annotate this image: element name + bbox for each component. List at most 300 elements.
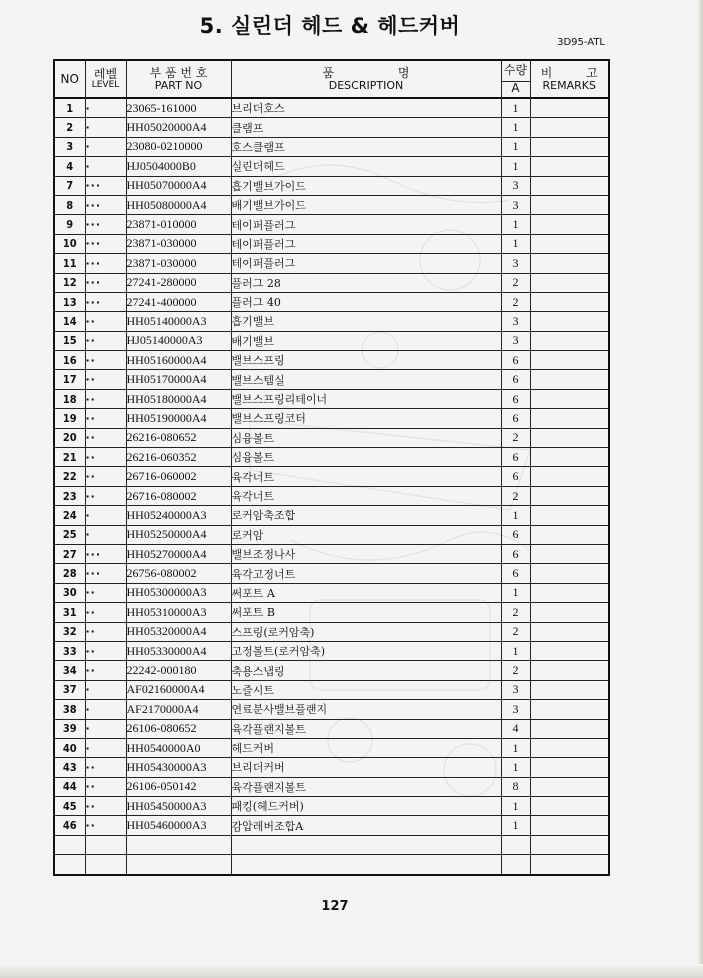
description-cell: 호스클램프 <box>231 137 501 156</box>
empty-cell <box>85 835 126 854</box>
parts-table-body <box>54 98 609 875</box>
level-cell: ·· <box>85 661 126 680</box>
header-level-ko: 레벨 <box>93 66 118 81</box>
part-number-cell: HJ05140000A3 <box>126 331 231 350</box>
part-number-cell: 23871-030000 <box>126 234 231 253</box>
description-cell: 연료분사밸브플랜지 <box>231 700 501 719</box>
part-number-cell: HH05430000A3 <box>126 758 231 777</box>
part-number-index: 38 <box>54 700 85 719</box>
level-cell: ··· <box>85 273 126 292</box>
level-cell: ··· <box>85 564 126 583</box>
part-number-cell: HH05140000A3 <box>126 312 231 331</box>
part-number-cell: HH05240000A3 <box>126 506 231 525</box>
header-no: NO <box>54 60 85 98</box>
header-part-en: PART NO <box>154 78 203 92</box>
table-row <box>54 661 609 680</box>
level-cell: · <box>85 738 126 757</box>
quantity-cell: 1 <box>501 816 530 835</box>
part-number-cell: HH05020000A4 <box>126 118 231 137</box>
level-cell: ··· <box>85 234 126 253</box>
quantity-cell: 2 <box>501 661 530 680</box>
table-row <box>54 622 609 641</box>
table-row <box>54 700 609 719</box>
level-cell: · <box>85 506 126 525</box>
description-cell: 패킹(헤드커버) <box>231 797 501 816</box>
level-cell: · <box>85 700 126 719</box>
table-row <box>54 312 609 331</box>
part-number-cell: 23871-030000 <box>126 254 231 273</box>
description-cell: 밸브스템실 <box>231 370 501 389</box>
empty-cell <box>85 855 126 875</box>
level-cell: ·· <box>85 797 126 816</box>
quantity-cell: 6 <box>501 409 530 428</box>
table-row <box>54 467 609 486</box>
remarks-cell <box>530 486 609 505</box>
part-number-cell: 22242-000180 <box>126 661 231 680</box>
part-number-cell: 23065-161000 <box>126 98 231 118</box>
table-row <box>54 564 609 583</box>
description-cell: 노즐시트 <box>231 680 501 699</box>
remarks-cell <box>530 409 609 428</box>
table-row <box>54 719 609 738</box>
description-cell: 헤드커버 <box>231 738 501 757</box>
part-number-cell: 26716-080002 <box>126 486 231 505</box>
table-row <box>54 583 609 602</box>
table-row <box>54 234 609 253</box>
part-number-index: 14 <box>54 312 85 331</box>
level-cell: ··· <box>85 254 126 273</box>
remarks-cell <box>530 544 609 563</box>
header-level <box>85 60 126 98</box>
table-row <box>54 176 609 195</box>
remarks-cell <box>530 157 609 176</box>
part-number-cell: 26106-050142 <box>126 777 231 796</box>
part-number-cell: 26756-080002 <box>126 564 231 583</box>
quantity-cell: 6 <box>501 544 530 563</box>
part-number-index: 2 <box>54 118 85 137</box>
part-number-cell: 23871-010000 <box>126 215 231 234</box>
remarks-cell <box>530 428 609 447</box>
part-number-index: 22 <box>54 467 85 486</box>
table-row <box>54 137 609 156</box>
header-qty <box>501 60 530 98</box>
part-number-cell: HH05270000A4 <box>126 544 231 563</box>
quantity-cell: 1 <box>501 758 530 777</box>
level-cell: · <box>85 137 126 156</box>
description-cell: 심융볼트 <box>231 428 501 447</box>
level-cell: · <box>85 680 126 699</box>
quantity-cell: 3 <box>501 680 530 699</box>
table-row <box>54 351 609 370</box>
part-number-index: 18 <box>54 389 85 408</box>
description-cell: 감압레버조합A <box>231 816 501 835</box>
part-number-cell: HH05170000A4 <box>126 370 231 389</box>
level-cell: ··· <box>85 544 126 563</box>
description-cell: 로커암 <box>231 525 501 544</box>
remarks-cell <box>530 195 609 214</box>
description-cell: 플러그 40 <box>231 292 501 311</box>
part-number-cell: HH05180000A4 <box>126 389 231 408</box>
table-row <box>54 525 609 544</box>
header-level-en: LEVEL <box>91 79 120 90</box>
remarks-cell <box>530 564 609 583</box>
part-number-index: 28 <box>54 564 85 583</box>
table-row <box>54 641 609 660</box>
level-cell: ·· <box>85 758 126 777</box>
description-cell: 테이퍼플러그 <box>231 234 501 253</box>
table-row <box>54 603 609 622</box>
remarks-cell <box>530 700 609 719</box>
quantity-cell: 3 <box>501 700 530 719</box>
part-number-cell: 26716-060002 <box>126 467 231 486</box>
empty-cell <box>530 855 609 875</box>
level-cell: · <box>85 98 126 118</box>
remarks-cell <box>530 351 609 370</box>
quantity-cell: 1 <box>501 137 530 156</box>
header-desc-ko: 품 명 <box>322 65 410 80</box>
remarks-cell <box>530 370 609 389</box>
part-number-cell: 23080-0210000 <box>126 137 231 156</box>
part-number-cell: HH05310000A3 <box>126 603 231 622</box>
empty-cell <box>501 835 530 854</box>
level-cell: ··· <box>85 215 126 234</box>
quantity-cell: 1 <box>501 157 530 176</box>
level-cell: ·· <box>85 312 126 331</box>
part-number-index: 21 <box>54 448 85 467</box>
table-row <box>54 195 609 214</box>
description-cell: 브리더호스 <box>231 98 501 118</box>
page-title: 5. 실린더 헤드 & 헤드커버 <box>199 14 461 38</box>
table-row <box>54 738 609 757</box>
table-row <box>54 331 609 350</box>
description-cell: 실린더헤드 <box>231 157 501 176</box>
remarks-cell <box>530 603 609 622</box>
remarks-cell <box>530 448 609 467</box>
part-number-cell: HH05190000A4 <box>126 409 231 428</box>
level-cell: · <box>85 719 126 738</box>
part-number-index: 46 <box>54 816 85 835</box>
part-number-cell: AF2170000A4 <box>126 700 231 719</box>
level-cell: ·· <box>85 331 126 350</box>
remarks-cell <box>530 816 609 835</box>
part-number-cell: 27241-280000 <box>126 273 231 292</box>
table-row <box>54 157 609 176</box>
part-number-index: 24 <box>54 506 85 525</box>
part-number-cell: 26216-060352 <box>126 448 231 467</box>
remarks-cell <box>530 389 609 408</box>
quantity-cell: 6 <box>501 448 530 467</box>
remarks-cell <box>530 506 609 525</box>
quantity-cell: 1 <box>501 118 530 137</box>
level-cell: · <box>85 118 126 137</box>
table-row <box>54 215 609 234</box>
part-number-index: 37 <box>54 680 85 699</box>
part-number-index: 4 <box>54 157 85 176</box>
part-number-cell: HH05300000A3 <box>126 583 231 602</box>
remarks-cell <box>530 583 609 602</box>
empty-row <box>54 855 609 875</box>
part-number-cell: HH0540000A0 <box>126 738 231 757</box>
level-cell: · <box>85 525 126 544</box>
quantity-cell: 2 <box>501 428 530 447</box>
part-number-index: 15 <box>54 331 85 350</box>
quantity-cell: 4 <box>501 719 530 738</box>
part-number-index: 34 <box>54 661 85 680</box>
table-row <box>54 816 609 835</box>
table-row <box>54 118 609 137</box>
description-cell: 축용스냅링 <box>231 661 501 680</box>
quantity-cell: 1 <box>501 583 530 602</box>
part-number-index: 25 <box>54 525 85 544</box>
header-remarks <box>530 60 609 98</box>
part-number-index: 32 <box>54 622 85 641</box>
empty-cell <box>126 855 231 875</box>
level-cell: ·· <box>85 351 126 370</box>
part-number-cell: HH05320000A4 <box>126 622 231 641</box>
table-row <box>54 370 609 389</box>
part-number-cell: HH05070000A4 <box>126 176 231 195</box>
empty-cell <box>530 835 609 854</box>
table-row <box>54 428 609 447</box>
part-number-index: 1 <box>54 98 85 118</box>
quantity-cell: 2 <box>501 273 530 292</box>
description-cell: 로커암축조합 <box>231 506 501 525</box>
empty-cell <box>126 835 231 854</box>
quantity-cell: 1 <box>501 506 530 525</box>
part-number-cell: 27241-400000 <box>126 292 231 311</box>
part-number-index: 23 <box>54 486 85 505</box>
table-row <box>54 758 609 777</box>
part-number-index: 3 <box>54 137 85 156</box>
remarks-cell <box>530 661 609 680</box>
part-number-index: 10 <box>54 234 85 253</box>
part-number-index: 7 <box>54 176 85 195</box>
quantity-cell: 8 <box>501 777 530 796</box>
table-row <box>54 680 609 699</box>
part-number-cell: HH05330000A4 <box>126 641 231 660</box>
remarks-cell <box>530 292 609 311</box>
part-number-index: 20 <box>54 428 85 447</box>
part-number-cell: HH05080000A4 <box>126 195 231 214</box>
description-cell: 스프링(로커암축) <box>231 622 501 641</box>
part-number-index: 33 <box>54 641 85 660</box>
level-cell: · <box>85 157 126 176</box>
level-cell: ·· <box>85 816 126 835</box>
quantity-cell: 2 <box>501 603 530 622</box>
remarks-cell <box>530 777 609 796</box>
quantity-cell: 6 <box>501 389 530 408</box>
description-cell: 육각플랜지볼트 <box>231 777 501 796</box>
level-cell: ·· <box>85 486 126 505</box>
level-cell: ·· <box>85 583 126 602</box>
remarks-cell <box>530 797 609 816</box>
description-cell: 배기밸브 <box>231 331 501 350</box>
table-row <box>54 486 609 505</box>
table-row <box>54 777 609 796</box>
part-number-index: 39 <box>54 719 85 738</box>
empty-cell <box>54 835 85 854</box>
quantity-cell: 3 <box>501 254 530 273</box>
remarks-cell <box>530 467 609 486</box>
part-number-index: 16 <box>54 351 85 370</box>
quantity-cell: 1 <box>501 641 530 660</box>
part-number-index: 8 <box>54 195 85 214</box>
part-number-cell: HH05160000A4 <box>126 351 231 370</box>
table-header-row <box>54 60 609 98</box>
level-cell: ·· <box>85 603 126 622</box>
empty-cell <box>54 855 85 875</box>
remarks-cell <box>530 234 609 253</box>
remarks-cell <box>530 98 609 118</box>
remarks-cell <box>530 525 609 544</box>
part-number-cell: 26216-080652 <box>126 428 231 447</box>
header-desc-en: DESCRIPTION <box>328 78 404 92</box>
level-cell: ·· <box>85 409 126 428</box>
part-number-index: 11 <box>54 254 85 273</box>
level-cell: ·· <box>85 641 126 660</box>
table-row <box>54 409 609 428</box>
description-cell: 플러그 28 <box>231 273 501 292</box>
header-part-ko: 부 품 번 호 <box>149 65 208 80</box>
remarks-cell <box>530 331 609 350</box>
part-number-index: 27 <box>54 544 85 563</box>
level-cell: ·· <box>85 777 126 796</box>
header-qty-ko: 수량 <box>502 64 530 82</box>
page-edge-shadow <box>697 0 703 978</box>
quantity-cell: 3 <box>501 176 530 195</box>
remarks-cell <box>530 719 609 738</box>
model-code: 3D95-ATL <box>557 37 605 48</box>
table-row <box>54 98 609 118</box>
part-number-index: 9 <box>54 215 85 234</box>
level-cell: ·· <box>85 448 126 467</box>
quantity-cell: 6 <box>501 564 530 583</box>
part-number-index: 44 <box>54 777 85 796</box>
part-number-cell: HJ0504000B0 <box>126 157 231 176</box>
description-cell: 테이퍼플러그 <box>231 215 501 234</box>
description-cell: 밸브스프링리테이너 <box>231 389 501 408</box>
remarks-cell <box>530 680 609 699</box>
table-row <box>54 448 609 467</box>
quantity-cell: 3 <box>501 331 530 350</box>
quantity-cell: 2 <box>501 292 530 311</box>
empty-row <box>54 835 609 854</box>
description-cell: 육각고정너트 <box>231 564 501 583</box>
description-cell: 테이퍼플러그 <box>231 254 501 273</box>
remarks-cell <box>530 758 609 777</box>
remarks-cell <box>530 254 609 273</box>
level-cell: ·· <box>85 622 126 641</box>
description-cell: 밸브스프링코터 <box>231 409 501 428</box>
table-row <box>54 506 609 525</box>
remarks-cell <box>530 738 609 757</box>
part-number-index: 13 <box>54 292 85 311</box>
level-cell: ··· <box>85 195 126 214</box>
parts-table <box>53 59 610 876</box>
description-cell: 밸브스프링 <box>231 351 501 370</box>
quantity-cell: 6 <box>501 351 530 370</box>
quantity-cell: 1 <box>501 215 530 234</box>
remarks-cell <box>530 215 609 234</box>
description-cell: 밸브조정나사 <box>231 544 501 563</box>
description-cell: 브리더커버 <box>231 758 501 777</box>
level-cell: ··· <box>85 176 126 195</box>
empty-cell <box>231 855 501 875</box>
quantity-cell: 1 <box>501 738 530 757</box>
description-cell: 써포트 A <box>231 583 501 602</box>
page-bottom-shadow <box>0 964 703 978</box>
remarks-cell <box>530 137 609 156</box>
description-cell: 흡기밸브가이드 <box>231 176 501 195</box>
quantity-cell: 1 <box>501 797 530 816</box>
part-number-index: 30 <box>54 583 85 602</box>
description-cell: 흡기밸브 <box>231 312 501 331</box>
part-number-index: 12 <box>54 273 85 292</box>
description-cell: 써포트 B <box>231 603 501 622</box>
table-row <box>54 797 609 816</box>
quantity-cell: 3 <box>501 195 530 214</box>
table-row <box>54 389 609 408</box>
quantity-cell: 6 <box>501 370 530 389</box>
table-row <box>54 292 609 311</box>
page-number: 127 <box>321 899 349 914</box>
quantity-cell: 1 <box>501 234 530 253</box>
quantity-cell: 1 <box>501 98 530 118</box>
level-cell: ··· <box>85 292 126 311</box>
description-cell: 배기밸브가이드 <box>231 195 501 214</box>
part-number-index: 40 <box>54 738 85 757</box>
table-row <box>54 273 609 292</box>
remarks-cell <box>530 622 609 641</box>
description-cell: 클램프 <box>231 118 501 137</box>
empty-cell <box>501 855 530 875</box>
description-cell: 육각너트 <box>231 486 501 505</box>
part-number-index: 31 <box>54 603 85 622</box>
remarks-cell <box>530 641 609 660</box>
header-remarks-en: REMARKS <box>542 78 596 92</box>
part-number-cell: HH05450000A3 <box>126 797 231 816</box>
level-cell: ·· <box>85 370 126 389</box>
quantity-cell: 2 <box>501 622 530 641</box>
part-number-index: 17 <box>54 370 85 389</box>
header-qty-en: A <box>511 80 520 95</box>
header-part-no <box>126 60 231 98</box>
part-number-cell: AF02160000A4 <box>126 680 231 699</box>
quantity-cell: 3 <box>501 312 530 331</box>
quantity-cell: 6 <box>501 467 530 486</box>
remarks-cell <box>530 273 609 292</box>
remarks-cell <box>530 118 609 137</box>
part-number-index: 43 <box>54 758 85 777</box>
remarks-cell <box>530 312 609 331</box>
header-remarks-ko: 비 고 <box>540 65 598 80</box>
level-cell: ·· <box>85 389 126 408</box>
part-number-cell: HH05250000A4 <box>126 525 231 544</box>
part-number-index: 19 <box>54 409 85 428</box>
header-description <box>231 60 501 98</box>
level-cell: ·· <box>85 428 126 447</box>
table-row <box>54 254 609 273</box>
description-cell: 육각플랜지볼트 <box>231 719 501 738</box>
table-row <box>54 544 609 563</box>
description-cell: 육각너트 <box>231 467 501 486</box>
part-number-cell: HH05460000A3 <box>126 816 231 835</box>
level-cell: ·· <box>85 467 126 486</box>
description-cell: 심융볼트 <box>231 448 501 467</box>
description-cell: 고정볼트(로커암축) <box>231 641 501 660</box>
empty-cell <box>231 835 501 854</box>
quantity-cell: 6 <box>501 525 530 544</box>
